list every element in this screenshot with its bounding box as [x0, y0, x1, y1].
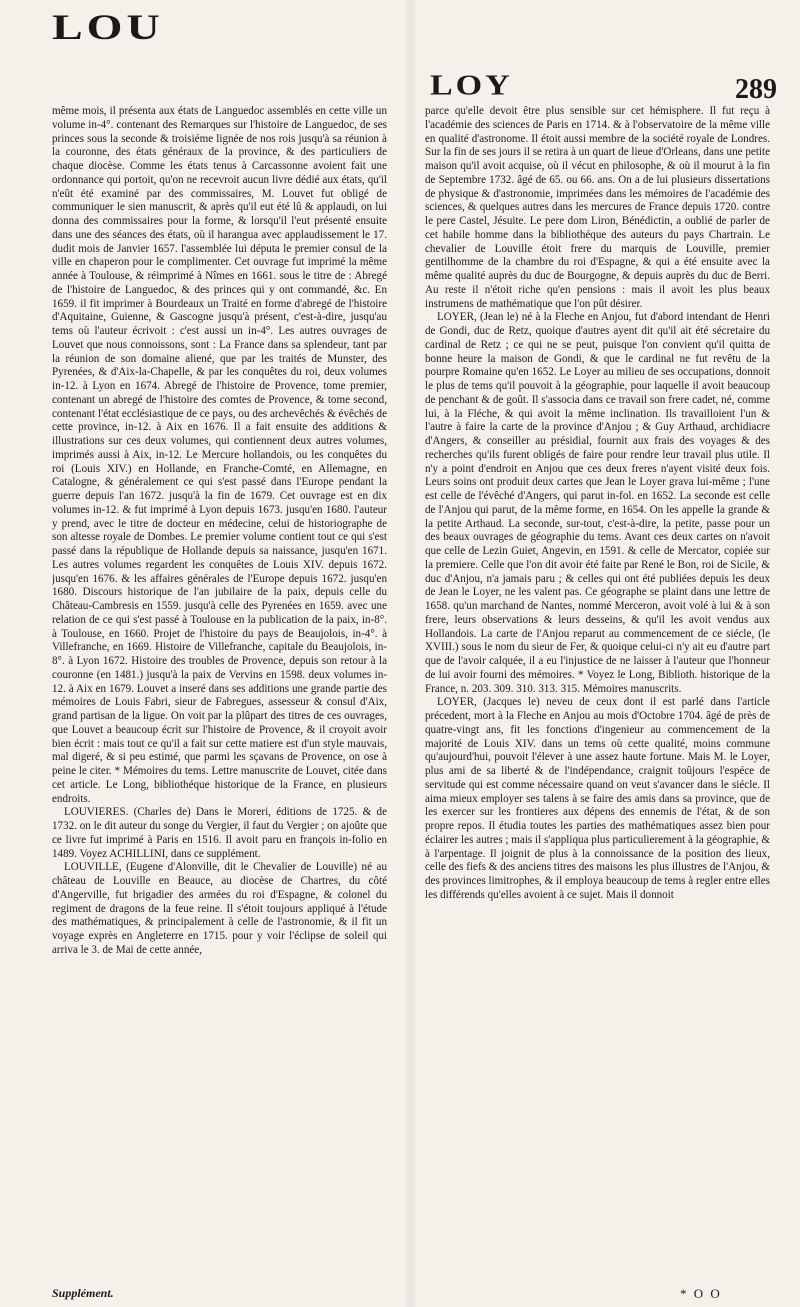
running-head-right: LOY — [430, 70, 513, 102]
paragraph-louville-continued: parce qu'elle devoit être plus sensible sur cet hémisphere. Il fut reçu à l'académie des sciences de Paris en 1714. & à l'observatoire de la même ville en qualité d'astronome. Il étoit aussi membre de la société royale de Londres. Sur la fin de ses jours il se retira à un quart de lieue d'Orleans, dans une petite maison qu'il avoit acquise, où il vécut en philosophe, & où il mourut à la fin de Septembre 1732. âgé de 65. ou 66. ans. On a de lui plusieurs dissertations de physique & d'astronomie, imprimées dans les mémoires de l'académie des sciences, & quelques autres dans les mercures de France depuis 1720. contre le pere Castel, Jésuite. Le pere dom Liron, Bénédictin, a oublié de parler de cet habile homme dans la bibliothéque des auteurs du pays Chartrain. Le chevalier de Louville étoit frere du marquis de Louville, premier gentilhomme de la chambre du roi d'Espagne, & qui a été ensuite avec la même qualité auprès du duc de Bourgogne, & depuis auprès du duc de Berri. Au reste il n'étoit riche qu'en pensions : mais il avoit les plus beaux instrumens de mathématique que l'on pût désirer. — [425, 105, 770, 310]
running-head-left: LOU — [52, 6, 164, 47]
entry-loyer-jean: LOYER, (Jean le) né à la Fleche en Anjou, fut d'abord intendant de Henri de Gondi, duc de Retz, quoique d'autres ayent dit qu'il ait été sécretaire du cardinal de Retz ; ce qui ne se peut, puisque l'on convient qu'il quitta de bonne heure la maison de Gondi, & que le cardinal ne fut revêtu de la pourpre Romaine qu'en 1652. Le Loyer au milieu de ses occupations, donnoit le plus de tems qu'il pouvoit à la géographie, pour laquelle il avoit beaucoup de penchant & de goût. Il s'associa dans ce travail son frere cadet, né, comme lui, à la Fléche, & qui avoit la même inclination. Ils travailloient l'un & l'autre à faire la carte de la province d'Anjou ; & Guy Arthaud, archidiacre d'Angers, & conseiller au présidial, fournit aux frais des voyages & des recherches qu'ils furent obligés de faire pour rendre leur travail plus utile. Il n'y a point d'endroit en Anjou que ces deux freres n'ayent visité deux fois. Leurs soins ont produit deux cartes que Jean le Loyer grava lui-même ; l'une est celle de l'évêché d'Angers, qui parut in-fol. en 1652. La seconde est celle de l'Anjou qui parut, de la même forme, en 1654. On les appelle la grande & la petite Arthaud. La seconde, sur-tout, c'est-à-dire, la petite, passe pour un des beaux ouvrages de géographie du tems. Avant ces deux cartes on n'avoit que celle de Lezin Guiet, Angevin, en 1591. & celle de Mercator, copiée sur la premiere. Celle que l'on dit avoir été faite par René le Bon, roi de Sicile, & duc d'Anjou, n'a jamais paru ; & celles qui ont été publiées depuis les deux de Jean le Loyer, ne les valent pas. Ce géographe se plaint dans une lettre de 1658. qu'un marchand de Nantes, nommé Merceron, avoit volé à lui & à son frere, leurs observations & leurs desseins, & qu'il les avoit vendus aux Hollandois. La carte de l'Anjou reparut au commencement de ce siécle, (le XVIII.) sous le nom du sieur de Fer, & quoique celui-ci n'y ait eu d'autre part que de l'avoir calquée, il a eu l'injustice de ne laisser à l'auteur que l'honneur de lui avoir fourni des mémoires. * Voyez le Long, Biblioth. historique de la France, n. 203. 309. 310. 313. 315. Mémoires manuscrits. — [425, 311, 770, 695]
left-column — [52, 105, 387, 1300]
entry-louville: LOUVILLE, (Eugene d'Alonville, dit le Chevalier de Louville) né au château de Louville en Beauce, au diocèse de Chartres, du côté d'Angerville, fut brigadier des armées du roi d'Espagne, & colonel du regiment de dragons de la feue reine. Il s'étoit toujours appliqué à l'étude des mathématiques, & principalement à celle de l'astronomie, & il fit un voyage exprès en Angleterre en 1715. pour y voir l'éclipse de soleil qui arriva le 3. de Mai de cette année, — [52, 861, 387, 956]
page-gutter-shadow — [404, 0, 418, 1307]
paragraph-louvet-continued: même mois, il présenta aux états de Languedoc assemblés en cette ville un volume in-4°. contenant des Remarques sur l'histoire de Languedoc, de ses princes sous la seconde & troisiéme lignée de nos rois jusqu'à sa réunion à la couronne, des états généraux de la province, & des particuliers de chaque diocèse. Comme les états tenus à Carcassonne avoient fait une ordonnance qui portoit, qu'on ne recevroit aucun livre dédié aux états, qu'il n'eût été examiné par des commissaires, M. Louvet fut obligé de communiquer le sien manuscrit, & après qu'il eut été lû & applaudi, on lui donna des commissaires pour la forme, & lorsqu'il l'eut présenté ensuite dans une des séances des états, où il harangua avec applaudissement le 17. dudit mois de Janvier 1657. l'assemblée lui députa le premier consul de la ville en chaperon pour le complimenter. Cet ouvrage fut imprimé la même année à Toulouse, & réimprimé à Nîmes en 1661. sous le titre de : Abregé de l'histoire de Languedoc, & des princes qui y ont commandé, &c. En 1659. il fit imprimer à Bourdeaux un Traité en forme d'abregé de l'histoire d'Aquitaine, Guienne, & Gascogne jusqu'à présent, c'est-à-dire, jusqu'au tems où l'auteur écrivoit : c'est aussi un in-4°. Les autres ouvrages de Louvet que nous connoissons, sont : La France dans sa splendeur, tant par la réunion de son domaine aliené, que par les traités de Munster, des Pyrenées, & d'Aix-la-Chapelle, & par les conquêtes du roi, deux volumes in-12. à Lyon en 1674. Abregé de l'histoire de Provence, tome premier, contenant un abregé de l'histoire des comtes de Provence, & tome second, contenant l'état ecclésiastique de ce pays, ou des archevêchés & évêchés de cette province, in-12. à Aix en 1676. Il a fait ensuite des additions & illustrations sur ces deux volumes, qui contiennent deux autres volumes, imprimés aussi à Aix, in-12. Le Mercure hollandois, ou les conquêtes du roi (Louis XIV.) en Hollande, en Franche-Comté, en Allemagne, en Catalogne, & généralement ce qui s'est passé dans l'Europe pendant la guerre depuis l'an 1672. jusqu'à la fin de 1679. Cet ouvrage est en dix volumes in-12. & fut imprimé à Lyon depuis 1673. jusqu'en 1680. l'auteur y prend, avec le titre de docteur en médecine, celui de historiographe de son altesse royale de Dombes. Le premier volume contient tout ce qui s'est passé dans la république de Hollande depuis sa naissance, jusqu'en 1671. Les autres volumes regardent les conquêtes de Louis XIV. depuis 1672. jusqu'en 1676. & les affaires générales de l'Europe depuis 1672. jusqu'en 1680. Discours historique de l'an jubilaire de la paix, depuis celle du Château-Cambresis en 1559. jusqu'à celle des Pyrenées en 1659. avec une relation de ce qui s'est passé à Toulouse en la publication de la paix, in-8°. à Toulouse, en 1660. Projet de l'histoire du pays de Beaujolois, in-4°. à Villefranche, en 1669. Histoire de Villefranche, capitale du Beaujolois, in-8°. à Lyon 1672. Histoire des troubles de Provence, depuis son retour à la couronne (en 1481.) jusqu'à la paix de Vervins en 1598. deux volumes in-12. à Aix en 1679. Louvet a inseré dans ses additions une grande partie des mémoires de Louis Fabri, sieur de Fabregues, assesseur & consul d'Aix, grand partisan de la ligue. On voit par la plûpart des titres de ces ouvrages, que Louvet a beaucoup écrit sur l'histoire de Provence, & il croyoit avoir bien écrit : mais tout ce qu'il a fait sur cette matiere est d'un style mauvais, mal digeré, & si peu estimé, que parmi les sçavans de Provence, on ose à peine le citer. * Mémoires du tems. Lettre manuscrite de Louvet, citée dans cet article. Le Long, bibliothéque historique de la France, en plusieurs endroits. — [52, 105, 387, 805]
right-column — [425, 105, 770, 1300]
signature-mark: * O O — [680, 1286, 722, 1301]
footer-supplement: Supplément. — [52, 1286, 114, 1300]
entry-loyer-jacques: LOYER, (Jacques le) neveu de ceux dont il est parlé dans l'article précedent, mort à la Fleche en Anjou au mois d'Octobre 1704. âgé de près de quatre-vingt ans, fit les fonctions d'ingenieur au commencement de la majorité de Louis XIV. dans un tems où cette qualité, moins commune qu'aujourd'hui, pouvoit l'élever à une assez haute fortune. Mais M. le Loyer, plus ami de sa liberté & de l'indépendance, craignit toûjours l'espéce de servitude qui est comme nécessaire quand on veut s'avancer dans le siécle. Il aima mieux employer ses talens à se faire des amis dans sa province, que de les exercer sur les frontieres aux dépens des ennemis de l'état, & de son propre repos. Il étudia toutes les parties des mathématiques assez bien pour éclairer les autres ; mais il s'appliqua plus particulierement à la géographie, & à l'arpentage. Il joignit de plus à la connoissance de la position des lieux, celle des fiefs & des anciens titres des maisons les plus illustres de l'Anjou, & des provinces limitrophes, & il employa beaucoup de tems à regler entre elles les différends qu'elles avoient à ce sujet. Mais il donnoit — [425, 696, 770, 901]
page-number: 289 — [735, 74, 777, 105]
entry-louvieres: LOUVIERES. (Charles de) Dans le Moreri, éditions de 1725. & de 1732. on le dit auteur du songe du Vergier, il faut du Vergier ; on ajoûte que ce livre fut imprimé à Paris en 1516. Il avoit paru en françois in-folio en 1489. Voyez ACHILLINI, dans ce supplément. — [52, 806, 387, 860]
